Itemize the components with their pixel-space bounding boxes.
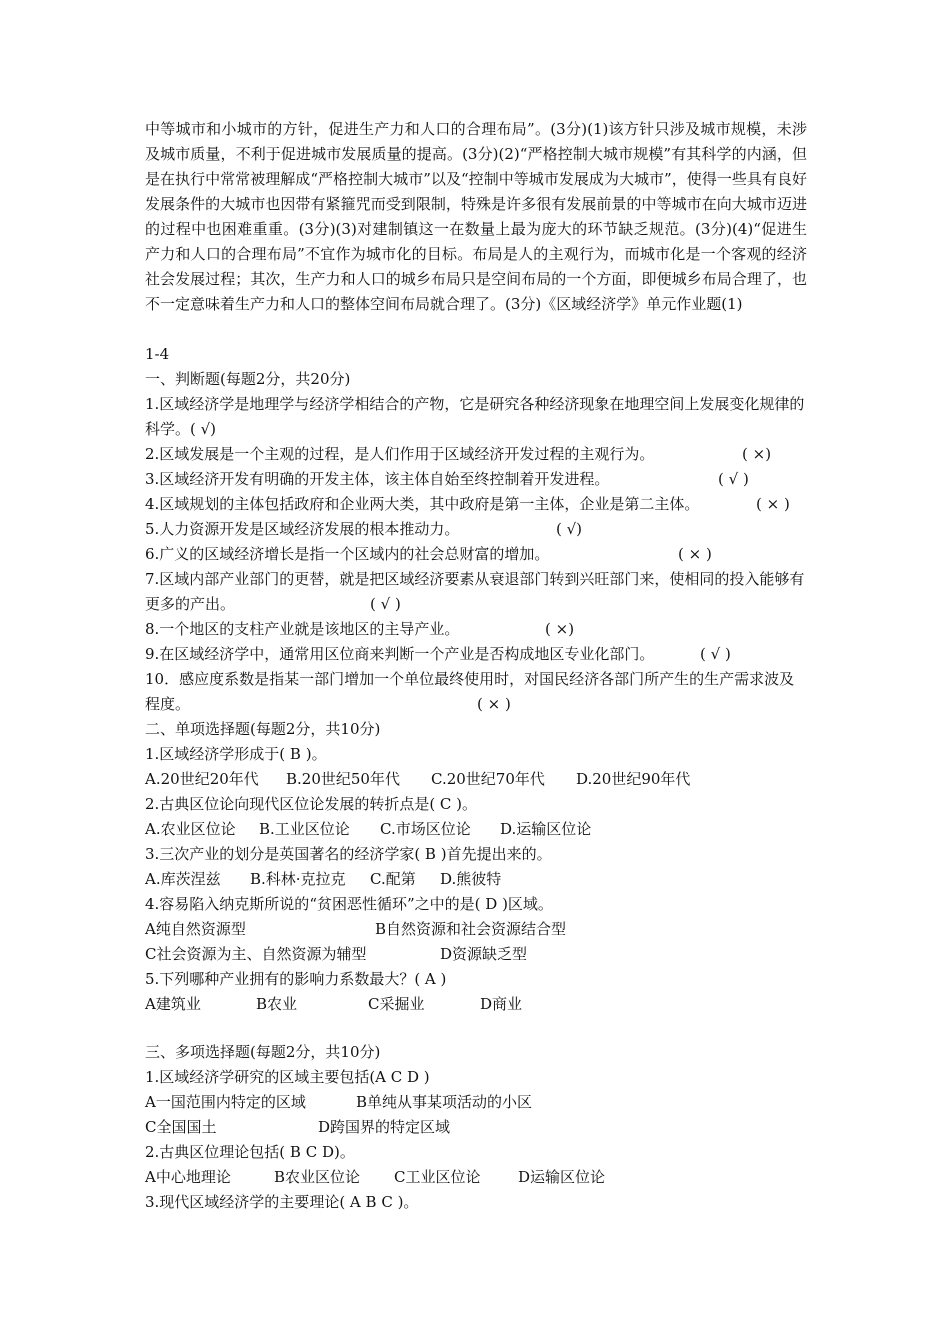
q4-option-b: B自然资源和社会资源结合型 xyxy=(375,920,567,938)
q3-option-c: C.配第 xyxy=(370,870,416,888)
judgment-answer-9: ( √ ) xyxy=(700,645,731,663)
judgment-item-6: 6.广义的区域经济增长是指一个区域内的社会总财富的增加。 xyxy=(145,545,550,563)
judgment-answer-4: ( × ) xyxy=(756,495,790,513)
q1-option-b: B.20世纪50年代 xyxy=(286,770,400,788)
judgment-answer-10: ( × ) xyxy=(477,695,511,713)
q3-option-d: D.熊彼特 xyxy=(440,870,502,888)
judgment-item-3: 3.区域经济开发有明确的开发主体，该主体自始至终控制着开发进程。 xyxy=(145,470,610,488)
q5-option-a: A建筑业 xyxy=(145,995,201,1013)
single-choice-q2: 2.古典区位论向现代区位论发展的转折点是( C )。 xyxy=(145,795,478,813)
judgment-item-9: 9.在区域经济学中，通常用区位商来判断一个产业是否构成地区专业化部门。 xyxy=(145,645,655,663)
section3-heading: 三、多项选择题(每题2分，共10分) xyxy=(145,1043,381,1061)
mq2-option-b: B农业区位论 xyxy=(274,1168,361,1186)
multi-choice-q3: 3.现代区域经济学的主要理论( A B C )。 xyxy=(145,1193,419,1211)
single-choice-q4: 4.容易陷入纳克斯所说的“贫困恶性循环”之中的是( D )区域。 xyxy=(145,895,553,913)
q2-option-d: D.运输区位论 xyxy=(500,820,592,838)
q3-option-b: B.科林·克拉克 xyxy=(250,870,346,888)
section2-heading: 二、单项选择题(每题2分，共10分) xyxy=(145,720,381,738)
judgment-item-7: 7.区域内部产业部门的更替，就是把区域经济要素从衰退部门转到兴旺部门来，使相同的投入能够有更多的产出。 xyxy=(145,570,805,613)
mq1-option-d: D跨国界的特定区域 xyxy=(318,1118,451,1136)
unit-label: 1-4 xyxy=(145,345,170,363)
q1-option-d: D.20世纪90年代 xyxy=(576,770,691,788)
q1-option-a: A.20世纪20年代 xyxy=(145,770,259,788)
q4-option-d: D资源缺乏型 xyxy=(440,945,528,963)
judgment-answer-6: ( × ) xyxy=(678,545,712,563)
q5-option-d: D商业 xyxy=(480,995,523,1013)
section1-heading: 一、判断题(每题2分，共20分) xyxy=(145,370,351,388)
multi-choice-q1: 1.区域经济学研究的区域主要包括(A C D ) xyxy=(145,1068,430,1086)
judgment-item-2: 2.区域发展是一个主观的过程，是人们作用于区域经济开发过程的主观行为。 xyxy=(145,445,655,463)
q5-option-b: B农业 xyxy=(256,995,298,1013)
single-choice-q5: 5.下列哪种产业拥有的影响力系数最大？( A ) xyxy=(145,970,447,988)
mq2-option-c: C工业区位论 xyxy=(394,1168,481,1186)
q4-option-c: C社会资源为主、自然资源为辅型 xyxy=(145,945,367,963)
q2-option-a: A.农业区位论 xyxy=(145,820,236,838)
judgment-answer-7: ( √ ) xyxy=(370,595,401,613)
judgment-item-4: 4.区域规划的主体包括政府和企业两大类，其中政府是第一主体，企业是第二主体。 xyxy=(145,495,700,513)
judgment-item-5: 5.人力资源开发是区域经济发展的根本推动力。 xyxy=(145,520,460,538)
judgment-answer-3: ( √ ) xyxy=(718,470,749,488)
mq1-option-c: C全国国土 xyxy=(145,1118,217,1136)
judgment-answer-8: ( ×) xyxy=(545,620,575,638)
single-choice-q1: 1.区域经济学形成于( B )。 xyxy=(145,745,327,763)
q4-option-a: A纯自然资源型 xyxy=(145,920,246,938)
mq2-option-a: A中心地理论 xyxy=(145,1168,231,1186)
judgment-item-10: 10．感应度系数是指某一部门增加一个单位最终使用时，对国民经济各部门所产生的生产需求波及程度。 xyxy=(145,670,795,713)
q2-option-c: C.市场区位论 xyxy=(380,820,471,838)
q5-option-c: C采掘业 xyxy=(368,995,425,1013)
mq2-option-d: D运输区位论 xyxy=(518,1168,606,1186)
single-choice-q3: 3.三次产业的划分是英国著名的经济学家( B )首先提出来的。 xyxy=(145,845,552,863)
judgment-item-8: 8.一个地区的支柱产业就是该地区的主导产业。 xyxy=(145,620,460,638)
intro-paragraph: 中等城市和小城市的方针，促进生产力和人口的合理布局”。(3分)(1)该方针只涉及城市规模，未涉及城市质量，不利于促进城市发展质量的提高。(3分)(2)“严格控制大城市规模”有其科学的内涵，但是在执行中常常被理解成“严格控制大城市”以及“控制中等城市发展成为大城市”，使得一些具有良好发展条件的大城市也因带有紧箍咒而受到限制，特殊是许多很有发展前景的中等城市在向大城市迈进的过程中也困难重重。(3分)(3)对建制镇这一在数量上最为庞大的环节缺乏规范。(3分)(4)“促进生产力和人口的合理布局”不宜作为城市化的目标。布局是人的主观行为，而城市化是一个客观的经济社会发展过程；其次，生产力和人口的城乡布局只是空间布局的一个方面，即便城乡布局合理了，也不一定意味着生产力和人口的整体空间布局就合理了。(3分)《区域经济学》单元作业题(1) xyxy=(145,120,807,313)
mq1-option-a: A一国范围内特定的区域 xyxy=(145,1093,306,1111)
q3-option-a: A.库茨涅兹 xyxy=(145,870,221,888)
judgment-item-1: 1.区域经济学是地理学与经济学相结合的产物，它是研究各种经济现象在地理空间上发展变化规律的科学。( √) xyxy=(145,395,805,438)
q2-option-b: B.工业区位论 xyxy=(259,820,350,838)
q1-option-c: C.20世纪70年代 xyxy=(431,770,545,788)
judgment-answer-5: ( √) xyxy=(556,520,583,538)
judgment-answer-2: ( ×) xyxy=(742,445,772,463)
mq1-option-b: B单纯从事某项活动的小区 xyxy=(356,1093,533,1111)
multi-choice-q2: 2.古典区位理论包括( B C D)。 xyxy=(145,1143,355,1161)
